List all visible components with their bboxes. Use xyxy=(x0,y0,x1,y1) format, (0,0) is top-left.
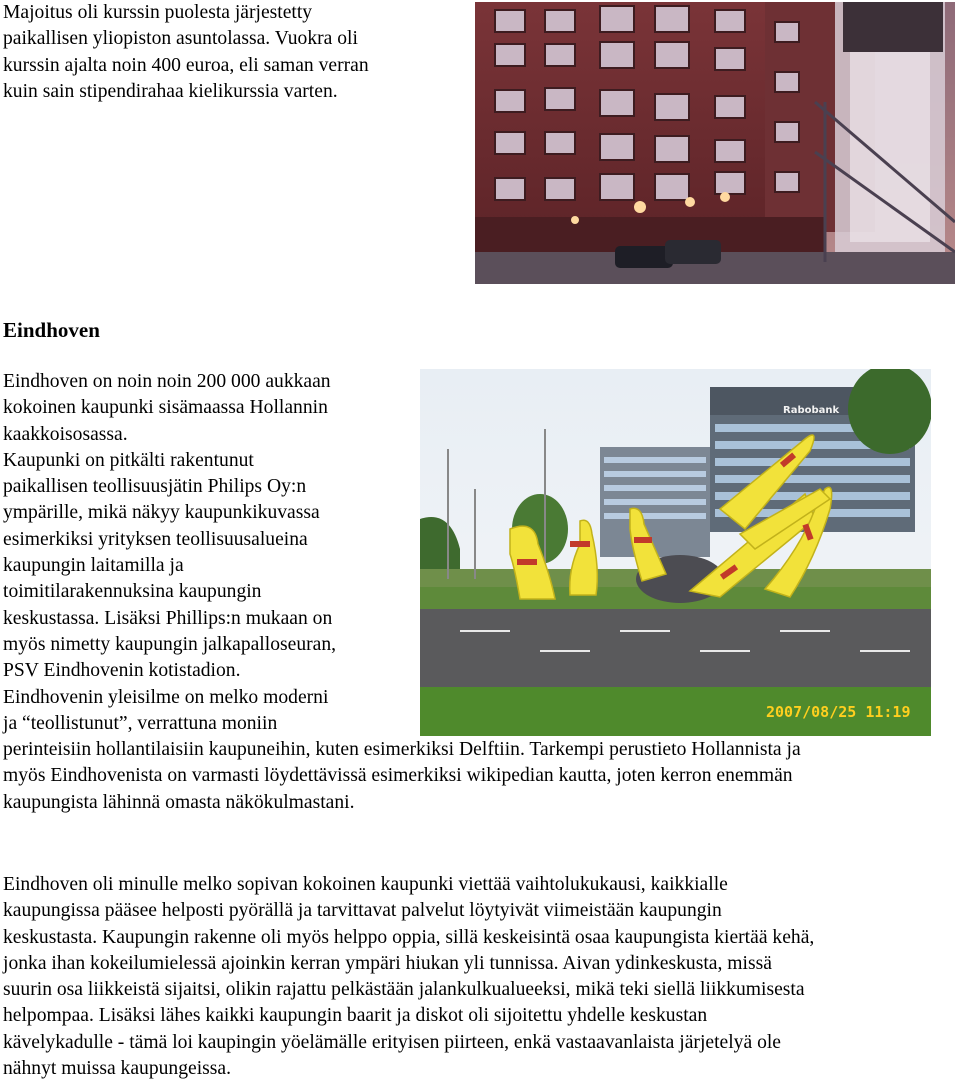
description-line: ja “teollistunut”, verrattuna moniin xyxy=(3,712,278,734)
dormitory-photo xyxy=(475,2,955,284)
paragraph-line: jonka ihan kokeilumielessä ajoinkin kerran ympäri hiukan yli tunnissa. Aivan ydinkeskusta, missä xyxy=(3,952,772,974)
section-heading: Eindhoven xyxy=(3,318,100,342)
paragraph-line: nähnyt muissa kaupungeissa. xyxy=(3,1058,232,1080)
description-line: kokoinen kaupunki sisämaassa Hollannin xyxy=(3,397,328,419)
description-line: myös Eindhovenista on varmasti löydettävissä esimerkiksi wikipedian kautta, joten kerron enemmän xyxy=(3,765,793,787)
paragraph-line: suurin osa liikkeistä sijaitsi, olikin rajattu pelkästään jalankulkualueeksi, mikä teki siellä liikkumisesta xyxy=(3,979,805,1001)
paragraph-line: kaupungissa pääsee helposti pyörällä ja tarvittavat palvelut löytyivät viimeistään kaupungin xyxy=(3,900,722,922)
description-line: keskustassa. Lisäksi Phillips:n mukaan on xyxy=(3,607,333,629)
description-line: perinteisiin hollantilaisiin kaupuneihin, kuten esimerkiksi Delftiin. Tarkempi perustieto Hollannista ja xyxy=(3,739,801,761)
description-line: esimerkiksi yrityksen teollisuusalueina xyxy=(3,528,308,550)
building-sign: Rabobank xyxy=(783,405,840,416)
description-line: Eindhoven on noin noin 200 000 aukkaan xyxy=(3,371,331,392)
description-line: kaupungista lähinnä omasta näkökulmastani. xyxy=(3,791,355,813)
second-paragraph xyxy=(3,872,814,1082)
description-line: paikallisen teollisuusjätin Philips Oy:n xyxy=(3,476,307,498)
description-line: ympärille, mikä näkyy kaupunkikuvassa xyxy=(3,502,320,524)
description-line: kaakkoisosassa. xyxy=(3,423,128,445)
intro-line: kuin sain stipendirahaa kielikurssia varten. xyxy=(3,80,338,102)
bowling-pins-illustration xyxy=(420,369,931,736)
description-line: toimitilarakennuksina kaupungin xyxy=(3,581,262,603)
description-line: kaupungin laitamilla ja xyxy=(3,555,184,577)
description-line: Eindhovenin yleisilme on melko moderni xyxy=(3,686,329,708)
description-line: PSV Eindhovenin kotistadion. xyxy=(3,660,241,682)
paragraph-line: keskustasta. Kaupungin rakenne oli myös helppo oppia, sillä keskeisintä osaa kaupungista kiertää kehä, xyxy=(3,926,815,948)
paragraph-line: Eindhoven oli minulle melko sopivan kokoinen kaupunki viettää vaihtolukukausi, kaikkialle xyxy=(3,874,728,895)
intro-line: Majoitus oli kurssin puolesta järjestetty xyxy=(3,2,313,23)
intro-line: paikallisen yliopiston asuntolassa. Vuokra oli xyxy=(3,28,358,50)
intro-line: kurssin ajalta noin 400 euroa, eli saman verran xyxy=(3,54,369,76)
intro-paragraph xyxy=(3,0,369,105)
photo-timestamp: 2007/08/25 11:19 xyxy=(766,703,911,721)
dormitory-illustration xyxy=(475,2,955,284)
bowling-pins-photo xyxy=(420,369,931,736)
description-line: Kaupunki on pitkälti rakentunut xyxy=(3,449,254,471)
paragraph-line: helpompaa. Lisäksi lähes kaikki kaupungin baarit ja diskot oli sijoitettu yhdelle keskustan xyxy=(3,1005,708,1027)
paragraph-line: kävelykadulle - tämä loi kaupingin yöelämälle erityisen piirteen, enkä vastaavanlaista järjetelyä ole xyxy=(3,1031,782,1053)
description-line: myös nimetty kaupungin jalkapalloseuran, xyxy=(3,633,337,655)
